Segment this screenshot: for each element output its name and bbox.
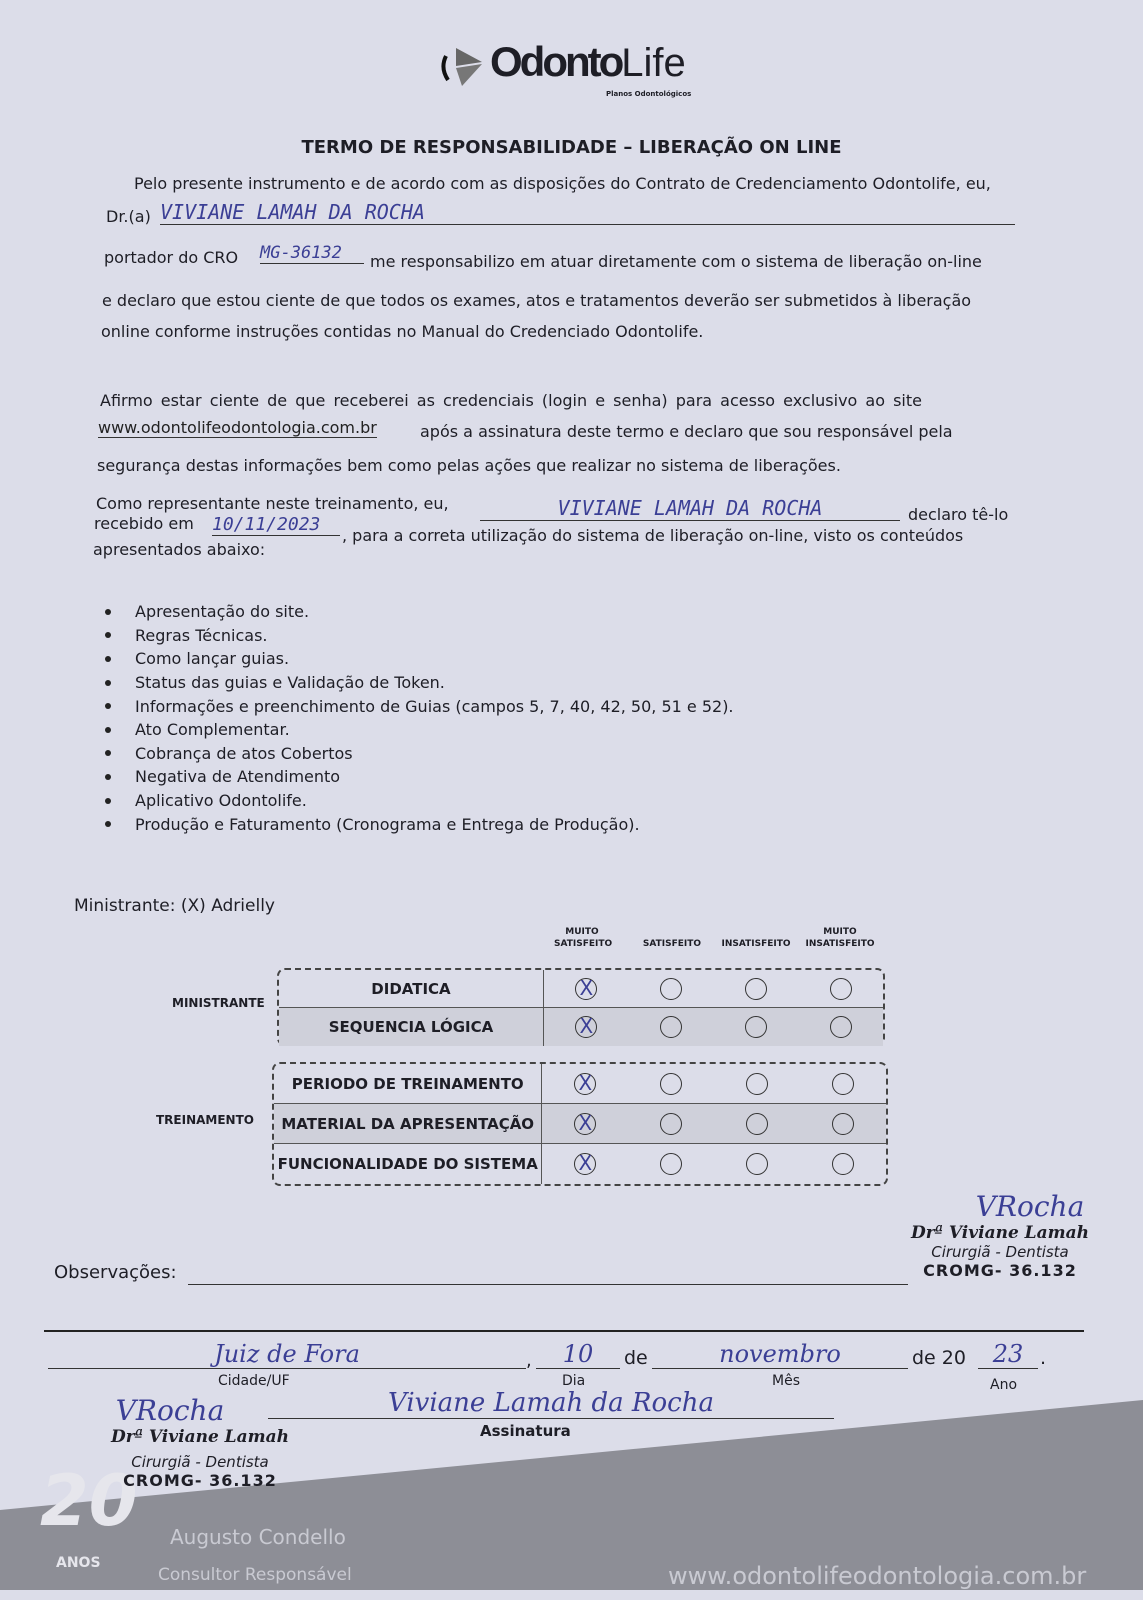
ministrante-checkbox: (X) bbox=[180, 896, 206, 916]
rating-radio[interactable] bbox=[746, 1153, 768, 1175]
table-row: FUNCIONALIDADE DO SISTEMA X bbox=[274, 1144, 886, 1184]
cro-field: MG-36132 bbox=[260, 243, 364, 264]
rating-radio[interactable] bbox=[660, 1113, 682, 1135]
anniversary-badge: 20 bbox=[40, 1460, 138, 1542]
dr-label: Dr.(a) bbox=[106, 207, 151, 226]
rating-radio[interactable] bbox=[832, 1113, 854, 1135]
p2-line2: após a assinatura deste termo e declaro que sou responsável pela bbox=[420, 422, 953, 441]
p3-line3: apresentados abaixo: bbox=[93, 540, 266, 559]
rating-radio[interactable] bbox=[660, 1073, 682, 1095]
table-row: SEQUENCIA LÓGICA X bbox=[279, 1008, 883, 1046]
representative-name-field: VIVIANE LAMAH DA ROCHA bbox=[480, 496, 900, 521]
list-item: Apresentação do site. bbox=[105, 600, 734, 624]
list-item: Produção e Faturamento (Cronograma e Entrega de Produção). bbox=[105, 812, 734, 836]
list-item: Aplicativo Odontolife. bbox=[105, 789, 734, 813]
p2-line1: Afirmo estar ciente de que receberei as credenciais (login e senha) para acesso exclusivo ao site bbox=[100, 391, 922, 410]
rating-radio[interactable] bbox=[830, 1016, 852, 1038]
document-title: TERMO DE RESPONSABILIDADE – LIBERAÇÃO ON LINE bbox=[301, 137, 842, 158]
consultant-name: Augusto Condello bbox=[170, 1525, 346, 1549]
rating-radio[interactable] bbox=[745, 978, 767, 1000]
p1-intro: Pelo presente instrumento e de acordo com as disposições do Contrato de Credenciamento Odontolife, eu, bbox=[134, 174, 991, 193]
p3-line1: Como representante neste treinamento, eu, bbox=[96, 494, 449, 513]
consultant-role: Consultor Responsável bbox=[158, 1565, 352, 1585]
received-date-field: 10/11/2023 bbox=[212, 514, 340, 536]
rating-radio[interactable] bbox=[660, 1016, 682, 1038]
dentist-stamp-bottom: VRocha Drª Viviane Lamah Cirurgiã - Dentista CROMG- 36.132 bbox=[110, 1394, 290, 1490]
odontolife-logo: Odonto Life bbox=[440, 38, 686, 86]
ministrante-line: Ministrante: (X) Adrielly bbox=[74, 896, 275, 916]
list-item: Como lançar guias. bbox=[105, 647, 734, 671]
p2-line3: segurança destas informações bem como pelas ações que realizar no sistema de liberações. bbox=[97, 456, 841, 475]
list-item: Negativa de Atendimento bbox=[105, 765, 734, 789]
observacoes-label: Observações: bbox=[54, 1262, 177, 1283]
rating-radio[interactable] bbox=[746, 1073, 768, 1095]
dentist-stamp: VRocha Drª Viviane Lamah Cirurgiã - Dentista CROMG- 36.132 bbox=[910, 1190, 1090, 1280]
rating-radio-selected[interactable]: X bbox=[574, 1073, 596, 1095]
p1-line5: online conforme instruções contidas no Manual do Credenciado Odontolife. bbox=[101, 322, 704, 341]
cro-label: portador do CRO bbox=[104, 248, 239, 267]
rating-radio[interactable] bbox=[832, 1153, 854, 1175]
city-field: Juiz de Fora bbox=[48, 1340, 526, 1369]
footer-site: www.odontolifeodontologia.com.br bbox=[668, 1562, 1087, 1590]
table-row: MATERIAL DA APRESENTAÇÃO X bbox=[274, 1104, 886, 1144]
dr-name-field: VIVIANE LAMAH DA ROCHA bbox=[160, 200, 1015, 225]
p3-received: recebido em bbox=[94, 514, 194, 533]
table-row: DIDATICA X bbox=[279, 970, 883, 1008]
topics-list bbox=[105, 600, 734, 836]
month-field: novembro bbox=[652, 1340, 908, 1369]
list-item: Regras Técnicas. bbox=[105, 624, 734, 648]
ministrante-rating-group bbox=[277, 968, 885, 1046]
rating-headers: MUITO SATISFEITO SATISFEITO INSATISFEITO MUITO INSATISFEITO bbox=[554, 927, 875, 949]
signature-field: Viviane Lamah da Rocha bbox=[268, 1388, 834, 1419]
logo-emblem-icon bbox=[440, 46, 490, 86]
rating-radio[interactable] bbox=[660, 978, 682, 1000]
divider bbox=[44, 1330, 1084, 1332]
list-item: Ato Complementar. bbox=[105, 718, 734, 742]
list-item: Status das guias e Validação de Token. bbox=[105, 671, 734, 695]
rating-radio-selected[interactable]: X bbox=[574, 1153, 596, 1175]
observacoes-field[interactable] bbox=[188, 1284, 908, 1285]
signature-label: Assinatura bbox=[480, 1422, 571, 1440]
group-label-treinamento: TREINAMENTO bbox=[156, 1113, 254, 1127]
rating-radio-selected[interactable]: X bbox=[574, 1113, 596, 1135]
rating-radio[interactable] bbox=[830, 978, 852, 1000]
day-field: 10 bbox=[536, 1340, 620, 1369]
logo-tagline: Planos Odontológicos bbox=[606, 90, 692, 98]
rating-radio-selected[interactable]: X bbox=[575, 1016, 597, 1038]
rating-radio[interactable] bbox=[746, 1113, 768, 1135]
rating-radio[interactable] bbox=[745, 1016, 767, 1038]
p3-line1b: declaro tê-lo bbox=[908, 505, 1009, 524]
site-link[interactable]: www.odontolifeodontologia.com.br bbox=[98, 418, 377, 437]
list-item: Informações e preenchimento de Guias (campos 5, 7, 40, 42, 50, 51 e 52). bbox=[105, 694, 734, 718]
table-row: PERIODO DE TREINAMENTO X bbox=[274, 1064, 886, 1104]
p3-line2: , para a correta utilização do sistema de liberação on-line, visto os conteúdos bbox=[342, 526, 964, 545]
rating-radio[interactable] bbox=[660, 1153, 682, 1175]
treinamento-rating-group bbox=[272, 1062, 888, 1186]
rating-radio-selected[interactable]: X bbox=[575, 978, 597, 1000]
p1-line3: me responsabilizo em atuar diretamente com o sistema de liberação on-line bbox=[370, 252, 982, 271]
rating-radio[interactable] bbox=[832, 1073, 854, 1095]
group-label-ministrante: MINISTRANTE bbox=[172, 996, 265, 1010]
year-field: 23 bbox=[978, 1340, 1038, 1369]
list-item: Cobrança de atos Cobertos bbox=[105, 742, 734, 766]
p1-line4: e declaro que estou ciente de que todos os exames, atos e tratamentos deverão ser submetidos à liberação bbox=[102, 291, 972, 310]
